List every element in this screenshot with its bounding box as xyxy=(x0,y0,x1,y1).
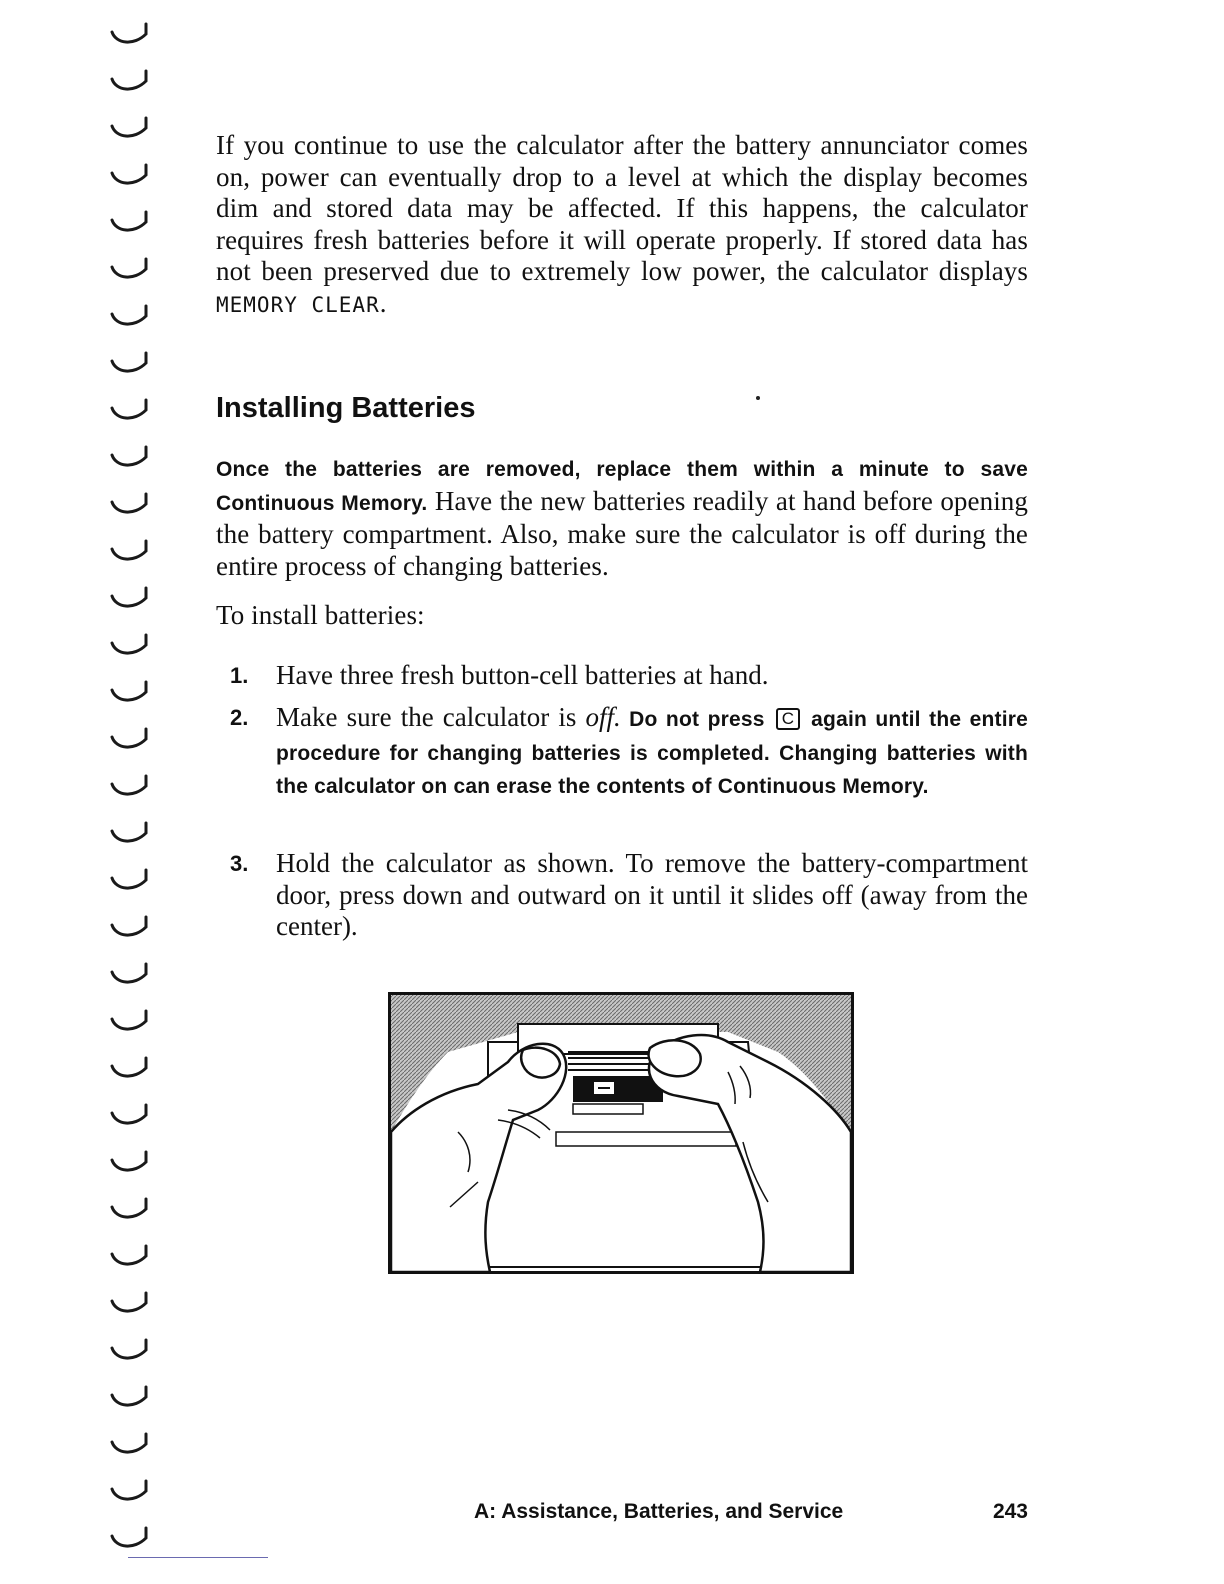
steps-list xyxy=(216,660,1028,948)
bottom-edge-rule xyxy=(128,1557,268,1558)
binding-ring-icon xyxy=(112,1481,146,1499)
step-text: Have three fresh button-cell batteries at hand. xyxy=(276,660,769,690)
list-item xyxy=(216,660,1028,702)
binding-ring-icon xyxy=(112,917,146,935)
step-text-start: Make sure the calculator is xyxy=(276,702,586,732)
spiral-binding xyxy=(108,20,158,1560)
section-heading: Installing Batteries xyxy=(216,392,476,424)
step-text xyxy=(276,702,1028,803)
step-warning-b: again until the entire procedure for changing batteries is completed. Changing batteries with the calculator on can erase the contents of Continuous Memory. xyxy=(276,708,1029,798)
paragraph-installing xyxy=(216,452,1028,582)
binding-ring-icon xyxy=(112,1246,146,1264)
binding-ring-icon xyxy=(112,729,146,747)
binding-ring-icon xyxy=(112,306,146,324)
list-item xyxy=(216,848,1028,948)
binding-ring-icon xyxy=(112,447,146,465)
paragraph-low-power-text: If you continue to use the calculator after the battery annunciator comes on, power can eventually drop to a level at which the display becomes dim and stored data may be affected. If this happens, the calculator requires fresh batteries before it will operate properly. If stored data has not been preserved due to extremely low power, the calculator displays xyxy=(216,130,1028,286)
binding-ring-icon xyxy=(112,1340,146,1358)
c-key-icon: C xyxy=(776,708,800,730)
step-text-italic: off. xyxy=(585,702,621,732)
binding-ring-icon xyxy=(112,1105,146,1123)
binding-ring-icon xyxy=(112,776,146,794)
list-item xyxy=(216,702,1028,848)
binding-ring-icon xyxy=(112,1387,146,1405)
binding-ring-icon xyxy=(112,212,146,230)
paragraph-low-power xyxy=(216,130,1028,321)
footer-chapter-title: A: Assistance, Batteries, and Service xyxy=(474,1500,844,1523)
binding-ring-icon xyxy=(112,1199,146,1217)
paragraph-installing-text: Have the new batteries readily at hand before opening the battery compartment. Also, make sure the calculator is off during the entire process of changing batteries. xyxy=(216,485,1029,581)
page-number: 243 xyxy=(992,1500,1028,1523)
paragraph-low-power-end: . xyxy=(379,287,387,318)
binding-ring-icon xyxy=(112,400,146,418)
memory-clear-display: MEMORY CLEAR xyxy=(216,292,380,317)
step-number: 3. xyxy=(230,851,249,876)
binding-ring-icon xyxy=(112,353,146,371)
warning-lead: Once the batteries are removed, replace them within a minute to save Continuous Memory. xyxy=(216,458,1028,515)
steps-intro: To install batteries: xyxy=(216,600,425,630)
binding-ring-icon xyxy=(112,1011,146,1029)
binding-ring-icon xyxy=(112,494,146,512)
binding-ring-icon xyxy=(112,71,146,89)
step-warning-a: Do not press xyxy=(620,708,765,731)
binding-ring-icon xyxy=(112,588,146,606)
step-number: 1. xyxy=(230,663,249,688)
scan-speck xyxy=(756,396,760,400)
binding-ring-icon xyxy=(112,870,146,888)
binding-ring-icon xyxy=(112,1058,146,1076)
binding-ring-icon xyxy=(112,1434,146,1452)
binding-ring-icon xyxy=(112,635,146,653)
binding-ring-icon xyxy=(112,823,146,841)
binding-ring-icon xyxy=(112,1293,146,1311)
binding-ring-icon xyxy=(112,964,146,982)
binding-ring-icon xyxy=(112,682,146,700)
hands-holding-calculator-illustration xyxy=(388,992,854,1274)
binding-ring-icon xyxy=(112,541,146,559)
binding-ring-icon xyxy=(112,165,146,183)
binding-ring-icon xyxy=(112,259,146,277)
step-number: 2. xyxy=(230,705,249,730)
binding-ring-icon xyxy=(112,118,146,136)
binding-ring-icon xyxy=(112,24,146,42)
step-text: Hold the calculator as shown. To remove the battery-compartment door, press down and outward on it until it slides off (away from the center). xyxy=(276,848,1028,941)
binding-ring-icon xyxy=(112,1152,146,1170)
binding-ring-icon xyxy=(112,1528,146,1546)
